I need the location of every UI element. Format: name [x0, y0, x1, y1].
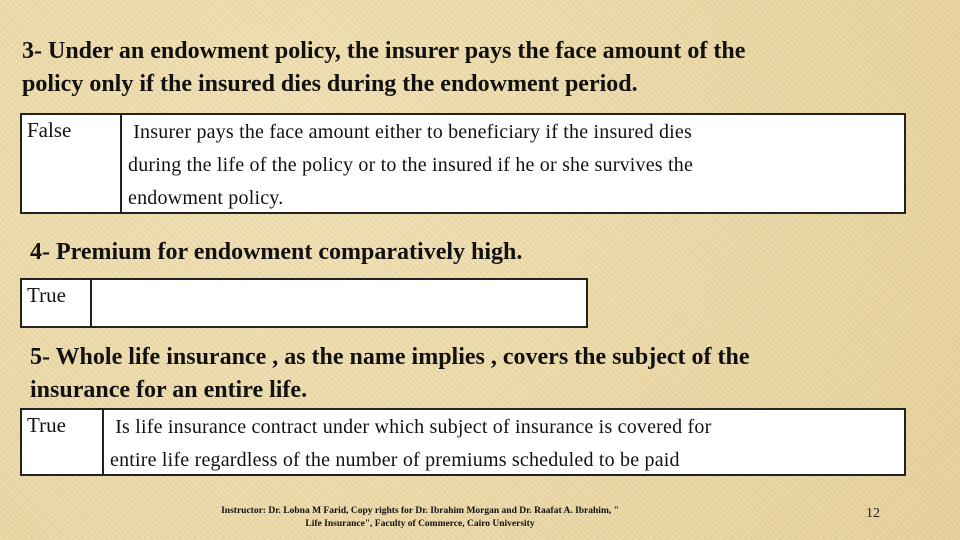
- answer-cell: True: [22, 280, 92, 326]
- answer-table-3: [20, 113, 906, 214]
- question-3-line-1: 3- Under an endowment policy, the insurer pays the face amount of the: [22, 38, 746, 64]
- answer-table-4: [20, 278, 588, 328]
- answer-cell: True: [22, 410, 104, 474]
- answer-table-5: [20, 408, 906, 476]
- footer-line: Instructor: Dr. Lobna M Farid, Copy rights for Dr. Ibrahim Morgan and Dr. Raafat A. Ibrahim, ": [221, 506, 619, 516]
- explanation-line: during the life of the policy or to the insured if he or she survives the: [128, 154, 694, 176]
- explanation-cell: [122, 115, 904, 212]
- question-5-line-2: insurance for an entire life.: [30, 377, 308, 403]
- explanation-line: Is life insurance contract under which subject of insurance is covered for: [110, 416, 712, 438]
- question-5-line-1: 5- Whole life insurance , as the name implies , covers the subject of the: [30, 344, 750, 370]
- page-number: 12: [866, 506, 880, 521]
- explanation-line: endowment policy.: [128, 187, 284, 209]
- explanation-cell: [92, 280, 586, 326]
- footer-line: Life Insurance", Faculty of Commerce, Cairo University: [305, 519, 535, 529]
- footer-credits: [190, 505, 650, 531]
- explanation-line: Insurer pays the face amount either to beneficiary if the insured dies: [128, 121, 692, 143]
- explanation-line: entire life regardless of the number of premiums scheduled to be paid: [110, 449, 680, 471]
- question-4: 4- Premium for endowment comparatively high.: [30, 239, 523, 265]
- answer-cell: False: [22, 115, 122, 212]
- question-3-line-2: policy only if the insured dies during the endowment period.: [22, 71, 638, 97]
- explanation-cell: [104, 410, 904, 474]
